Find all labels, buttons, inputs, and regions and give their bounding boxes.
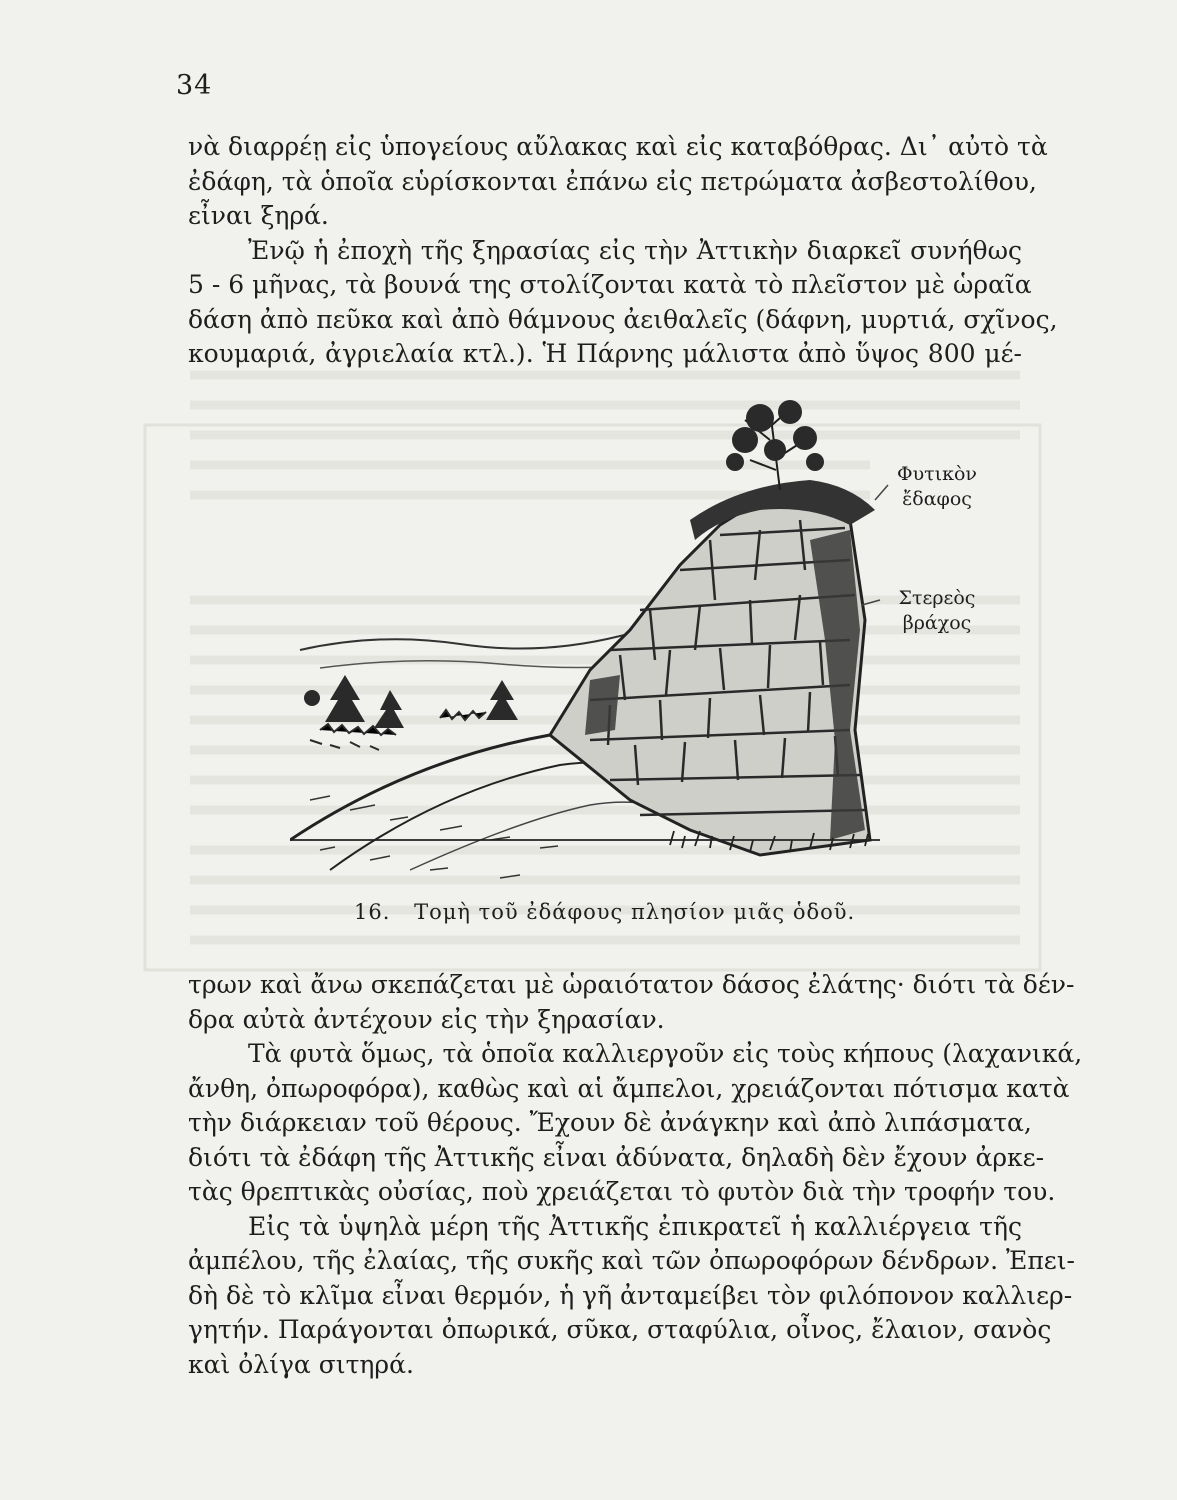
label-text: βράχος xyxy=(902,612,972,634)
body-text-bottom xyxy=(188,968,1083,1382)
label-text: ἔδαφος xyxy=(902,488,972,510)
label-plant-soil xyxy=(882,462,992,512)
text-line: ἀμπέλου, τῆς ἐλαίας, τῆς συκῆς καὶ τῶν ὀπωροφόρων δένδρων. Ἐπει- xyxy=(188,1246,1075,1275)
figure-caption xyxy=(354,900,855,924)
label-text: Στερεὸς xyxy=(898,587,976,609)
text-line: τρων καὶ ἄνω σκεπάζεται μὲ ὡραιότατον δάσος ἐλάτης· διότι τὰ δέν- xyxy=(188,970,1075,999)
text-line: δάση ἀπὸ πεῦκα καὶ ἀπὸ θάμνους ἀειθαλεῖς (δάφνη, μυρτιά, σχῖνος, xyxy=(188,304,1058,334)
text-line: καὶ ὀλίγα σιτηρά. xyxy=(188,1349,414,1379)
text-line: εἶναι ξηρά. xyxy=(188,201,329,230)
body-text-top xyxy=(188,130,1058,372)
label-text: Φυτικὸν xyxy=(897,463,977,485)
figure-number: 16. xyxy=(354,900,391,924)
text-line: τὴν διάρκειαν τοῦ θέρους. Ἔχουν δὲ ἀνάγκην καὶ ἀπὸ λιπάσματα, xyxy=(188,1108,1032,1137)
caption-text: Τομὴ τοῦ ἐδάφους πλησίον μιᾶς ὁδοῦ. xyxy=(414,900,856,924)
text-line: διότι τὰ ἐδάφη τῆς Ἀττικῆς εἶναι ἀδύνατα, δηλαδὴ δὲν ἔχουν ἀρκε- xyxy=(188,1142,1045,1172)
text-line: 5 - 6 μῆνας, τὰ βουνά της στολίζονται κατὰ τὸ πλεῖστον μὲ ὡραῖα xyxy=(188,270,1032,299)
text-line: Ἐνῷ ἡ ἐποχὴ τῆς ξηρασίας εἰς τὴν Ἀττικὴν διαρκεῖ συνήθως xyxy=(248,235,1022,265)
text-line: Εἰς τὰ ὑψηλὰ μέρη τῆς Ἀττικῆς ἐπικρατεῖ ἡ καλλιέργεια τῆς xyxy=(248,1211,1022,1241)
label-solid-rock xyxy=(876,586,998,636)
text-line: δρα αὐτὰ ἀντέχουν εἰς τὴν ξηρασίαν. xyxy=(188,1004,665,1034)
text-line: τὰς θρεπτικὰς οὐσίας, ποὺ χρειάζεται τὸ φυτὸν διὰ τὴν τροφήν του. xyxy=(188,1177,1056,1206)
text-line: κουμαριά, ἀγριελαία κτλ.). Ἡ Πάρνης μάλιστα ἀπὸ ὕψος 800 μέ- xyxy=(188,339,1022,368)
text-line: γητήν. Παράγονται ὀπωρικά, σῦκα, σταφύλια, οἶνος, ἔλαιον, σανὸς xyxy=(188,1315,1052,1344)
text-line: ἐδάφη, τὰ ὁποῖα εὑρίσκονται ἐπάνω εἰς πετρώματα ἀσβεστολίθου, xyxy=(188,166,1037,196)
page-number: 34 xyxy=(176,70,213,101)
text-line: νὰ διαρρέῃ εἰς ὑπογείους αὔλακας καὶ εἰς καταβόθρας. Δι᾽ αὐτὸ τὰ xyxy=(188,132,1048,161)
text-line: ἄνθη, ὀπωροφόρα), καθὼς καὶ αἱ ἄμπελοι, χρειάζονται πότισμα κατὰ xyxy=(188,1073,1070,1103)
text-line: δὴ δὲ τὸ κλῖμα εἶναι θερμόν, ἡ γῆ ἀνταμείβει τὸν φιλόπονον καλλιερ- xyxy=(188,1280,1073,1310)
text-line: Τὰ φυτὰ ὅμως, τὰ ὁποῖα καλλιεργοῦν εἰς τοὺς κήπους (λαχανικά, xyxy=(248,1039,1083,1068)
